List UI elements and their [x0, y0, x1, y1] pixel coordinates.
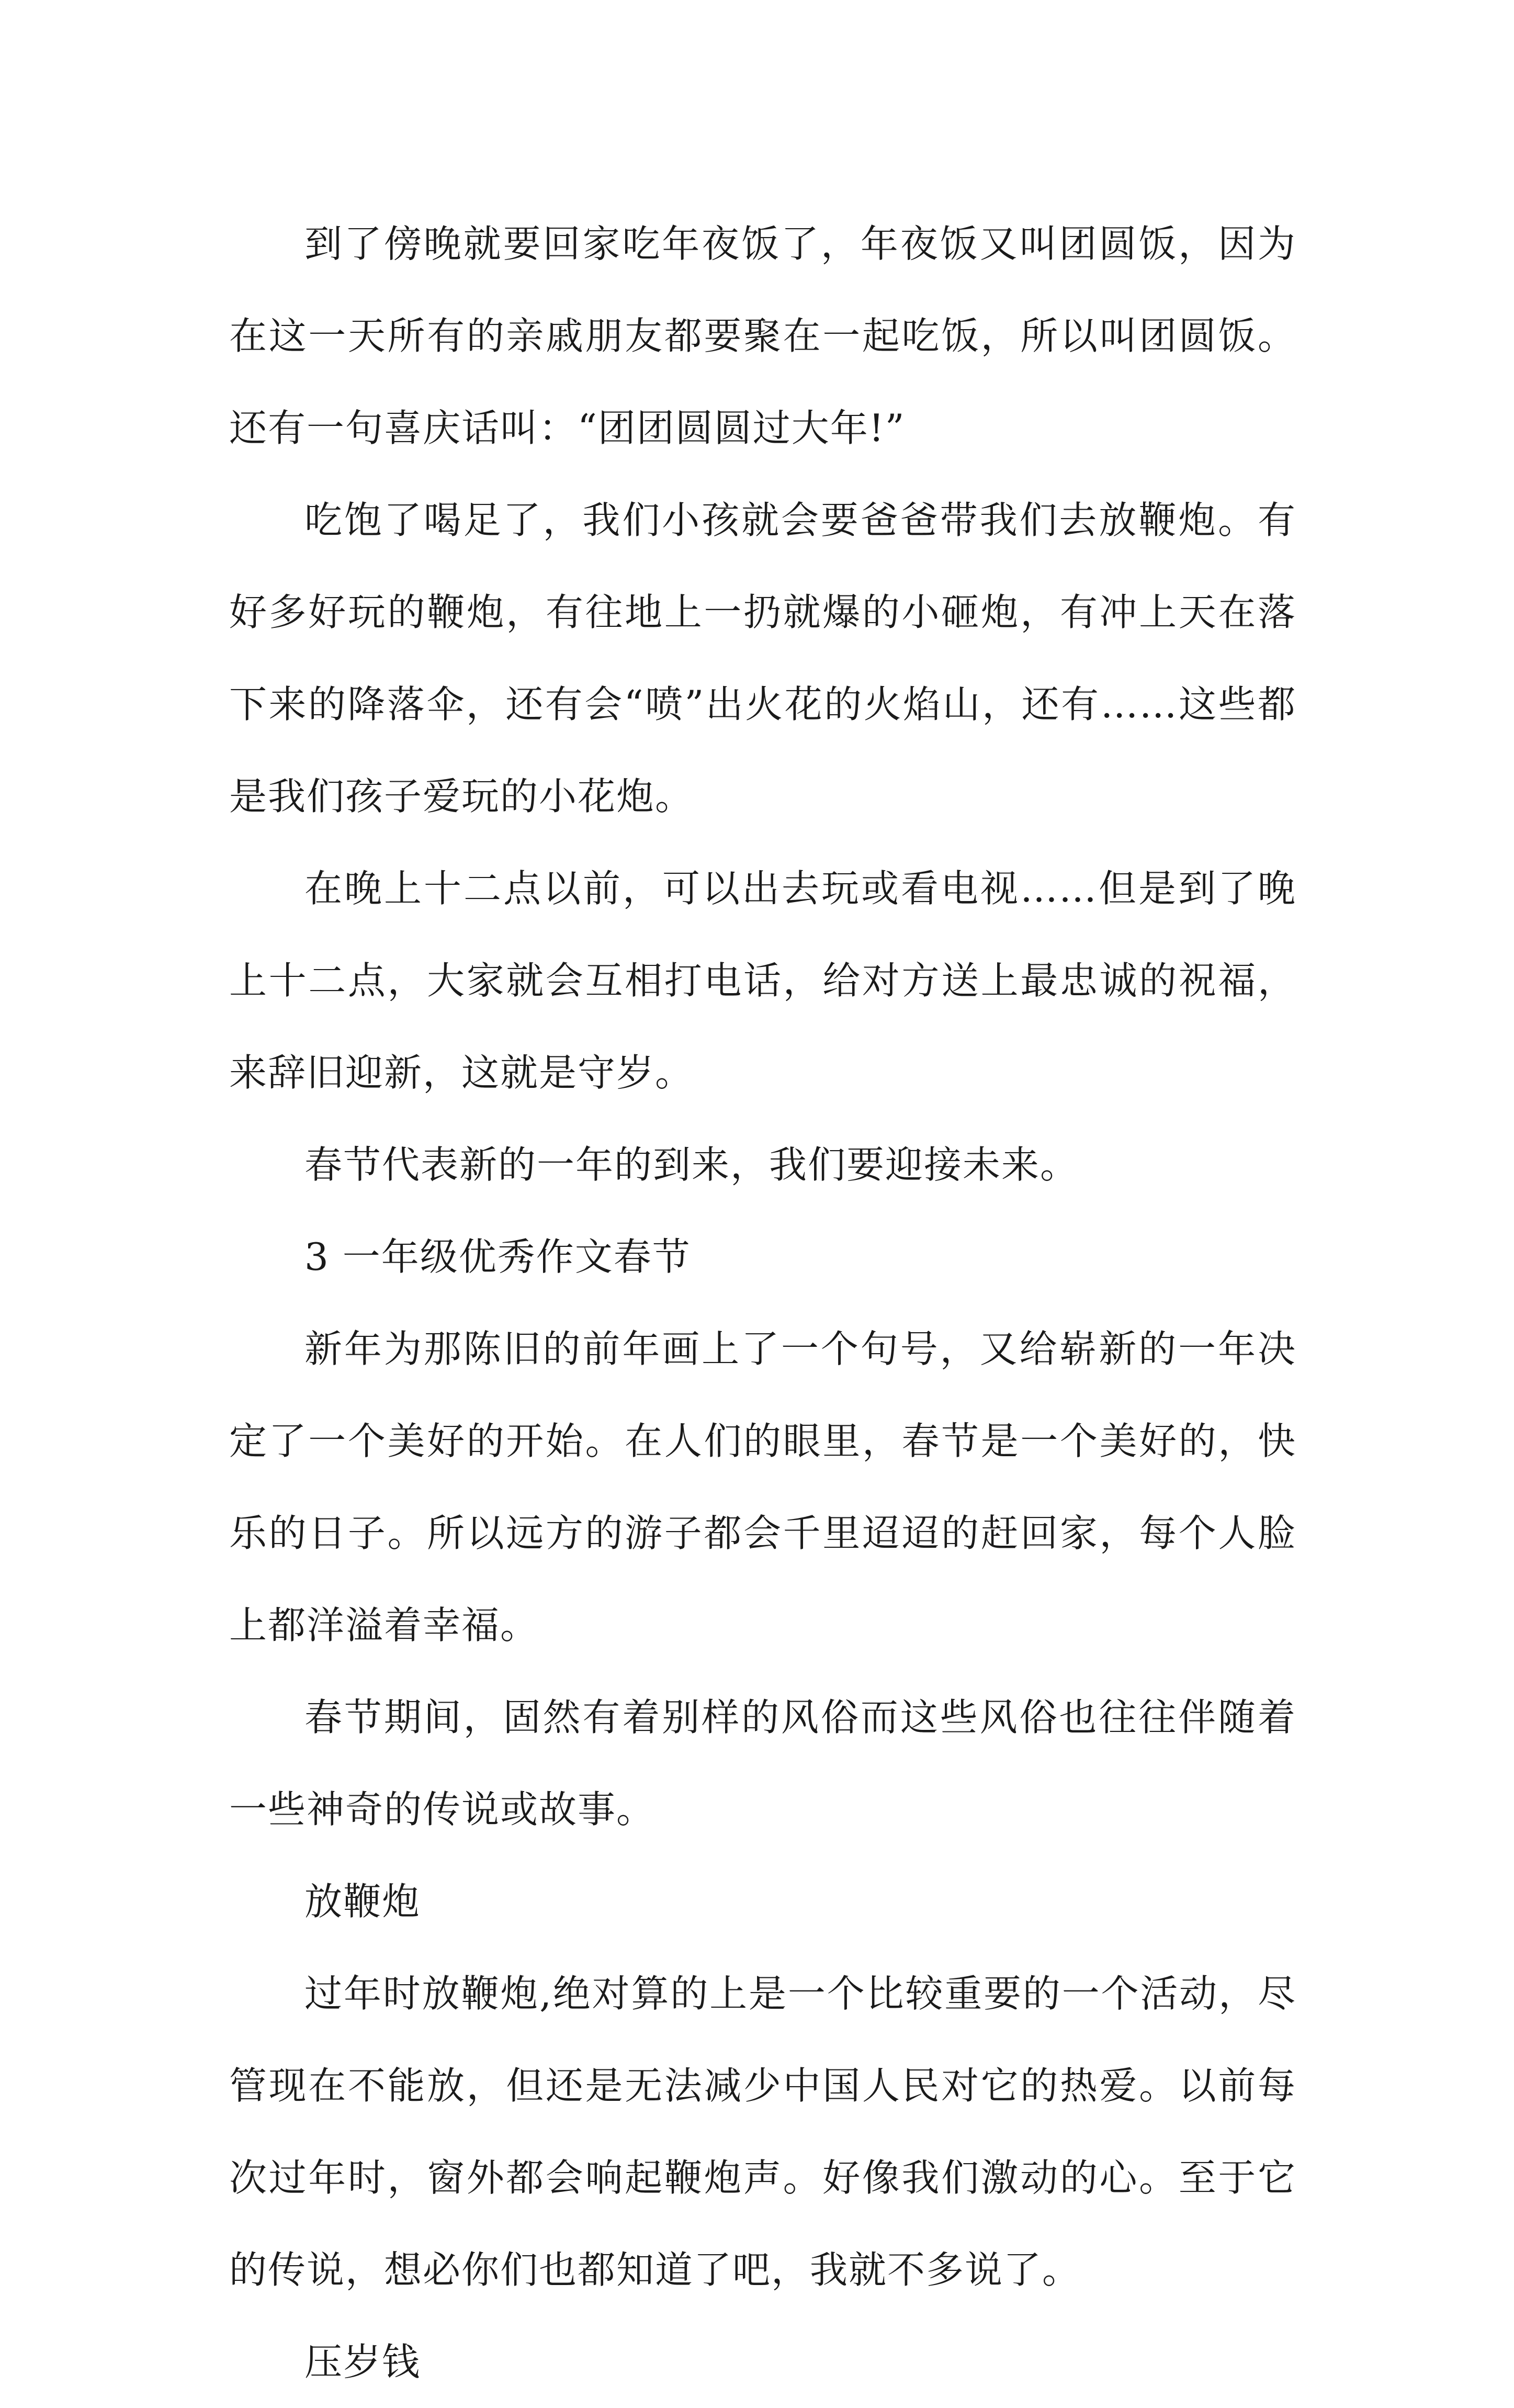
paragraph-firecrackers-tradition: 过年时放鞭炮,绝对算的上是一个比较重要的一个活动，尽管现在不能放，但还是无法减少中国人民对它的热爱。以前每次过年时，窗外都会响起鞭炮声。好像我们激动的心。至于它的传说，想必你们也都知道了吧，我就不多说了。	[229, 1972, 1296, 2292]
document-body	[229, 198, 1296, 2408]
paragraph-customs: 春节期间，固然有着别样的风俗而这些风俗也往往伴随着一些神奇的传说或故事。	[229, 1695, 1296, 1831]
section-heading-essay-3: 3 一年级优秀作文春节	[304, 1235, 691, 1279]
paragraph-welcome-new-year: 春节代表新的一年的到来，我们要迎接未来。	[304, 1143, 1079, 1187]
paragraph-firecrackers-play: 吃饱了喝足了，我们小孩就会要爸爸带我们去放鞭炮。有好多好玩的鞭炮，有往地上一扔就爆的小砸炮，有冲上天在落下来的降落伞，还有会“喷”出火花的火焰山，还有……这些都是我们孩子爱玩的小花炮。	[229, 498, 1296, 818]
subheading-lucky-money: 压岁钱	[304, 2340, 421, 2384]
subheading-firecrackers: 放鞭炮	[304, 1880, 421, 1923]
paragraph-staying-up: 在晚上十二点以前，可以出去玩或看电视……但是到了晚上十二点，大家就会互相打电话，给对方送上最忠诚的祝福，来辞旧迎新，这就是守岁。	[229, 867, 1296, 1095]
paragraph-new-year-intro: 新年为那陈旧的前年画上了一个句号，又给崭新的一年决定了一个美好的开始。在人们的眼里，春节是一个美好的，快乐的日子。所以远方的游子都会千里迢迢的赶回家，每个人脸上都洋溢着幸福。	[229, 1327, 1296, 1647]
paragraph-new-year-dinner: 到了傍晚就要回家吃年夜饭了，年夜饭又叫团圆饭，因为在这一天所有的亲戚朋友都要聚在一起吃饭，所以叫团圆饭。还有一句喜庆话叫：“团团圆圆过大年!”	[229, 222, 1296, 450]
